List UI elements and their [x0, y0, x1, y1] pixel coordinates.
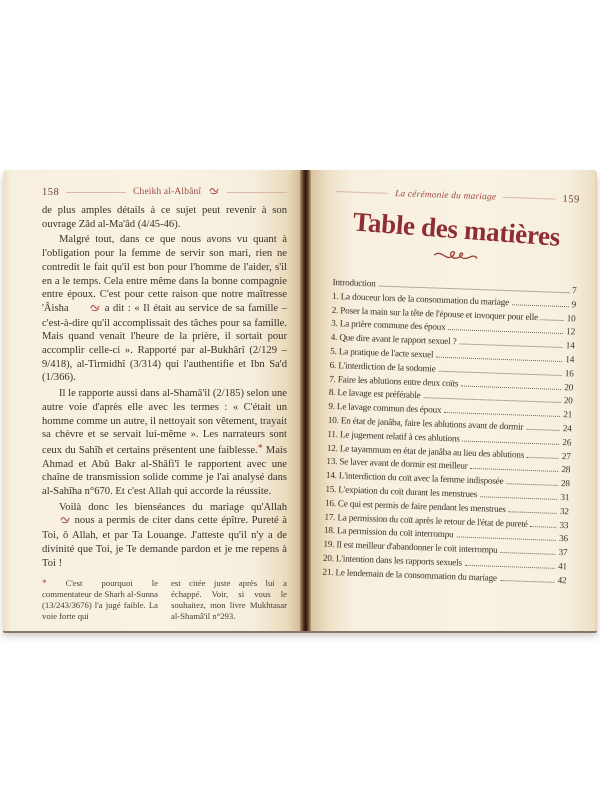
toc-leader-dots [461, 385, 561, 389]
toc-entry-label: 10. En état de janâba, faire les ablutions avant de dormir [327, 414, 524, 432]
toc-leader-dots [471, 468, 559, 472]
toc-entry-label: 2. Poser la main sur la tête de l'épouse et invoquer pour elle [331, 304, 539, 322]
toc-entry-page: 16 [564, 367, 574, 379]
toc-entry-label: 17. La permission du coït après le retour de l'état de pureté [324, 511, 528, 529]
header-rule [227, 192, 287, 193]
toc-entry-page: 7 [571, 285, 577, 296]
left-page-body [42, 204, 287, 631]
header-rule [503, 197, 555, 200]
toc-entry-page: 21 [563, 409, 573, 420]
toc-leader-dots [463, 440, 560, 444]
toc-leader-dots [509, 511, 557, 514]
toc-entry-label: 21. Le lendemain de la consommation du mariage [322, 566, 498, 583]
toc-entry-page: 12 [566, 326, 576, 337]
toc-leader-dots [423, 398, 560, 404]
body-paragraph [42, 501, 287, 571]
toc-entry-label: 7. Faire les ablutions entre deux coïts [329, 373, 459, 388]
toc-entry-page: 20 [563, 395, 573, 406]
honorific-icon [73, 303, 100, 317]
toc-entry-page: 26 [562, 436, 572, 448]
toc-entry-page: 31 [560, 491, 570, 503]
toc-entry-label: 6. L'interdiction de la sodomie [329, 359, 436, 374]
body-paragraph [42, 387, 287, 499]
body-paragraph [42, 233, 287, 385]
footnote-column [42, 578, 158, 622]
footnote-marker: * [42, 578, 47, 589]
toc-leader-dots [436, 357, 562, 362]
toc-leader-dots [526, 429, 560, 431]
toc-leader-dots [448, 329, 563, 334]
toc-leader-dots [500, 580, 555, 583]
footnote-reference-marker: * [257, 442, 263, 454]
paragraph-text: de plus amples détails à ce sujet peut revenir à son ouvrage Zâd al-Ma'âd (4/45-46). [42, 205, 287, 230]
footnote-column [171, 578, 287, 622]
toc-entry-label: 1. La douceur lors de la consommation du mariage [331, 290, 510, 307]
toc-entry-page: 28 [560, 478, 570, 489]
table-of-contents [322, 277, 576, 589]
toc-entry-label: 3. La prière commune des époux [331, 318, 446, 333]
header-rule [66, 192, 126, 193]
body-paragraph [42, 204, 287, 231]
toc-entry-label: 15. L'expiation du coït durant les menstrues [325, 483, 478, 500]
toc-entry-page: 14 [565, 340, 575, 351]
toc-leader-dots [500, 552, 555, 555]
toc-entry-page: 33 [559, 519, 569, 530]
left-page [3, 170, 300, 631]
toc-leader-dots [530, 526, 556, 528]
toc-entry-page: 9 [571, 299, 577, 310]
toc-entry-label: 4. Que dire avant le rapport sexuel ? [330, 332, 457, 347]
paragraph-text: Malgré tout, dans ce que nous avons vu quant à l'obligation pour la femme de servir son mari, rien ne contredit le fait qu'il est bon pour l'homme de l'aider, s'il en a le temps. Cela entre même dans la bonne compagnie entre époux. C'est pour cette raison que notre maîtresse 'Âisha [42, 234, 287, 314]
paragraph-text: Mais Ahmad et Abû Bakr al-Shâfi'î le rapportent avec une chaîne de transmission solide comme je l'ai analysé dans al-Sahîha n°670. Et c'est Allah qui accorde la réussite. [42, 444, 287, 498]
toc-entry-page: 10 [566, 312, 576, 324]
toc-entry-page: 42 [557, 574, 567, 586]
toc-entry-label: Introduction [332, 276, 376, 289]
right-page-content [322, 186, 580, 589]
right-page-number: 159 [562, 193, 580, 206]
right-page [311, 170, 597, 631]
toc-leader-dots [512, 304, 569, 307]
toc-entry-label: 16. Ce qui est permis de faire pendant les menstrues [324, 497, 506, 514]
toc-entry-label: 19. Il est meilleur d'abandonner le coït interrompu [323, 538, 498, 555]
toc-entry-label: 9. Le lavage commun des époux [328, 401, 442, 415]
toc-leader-dots [465, 565, 555, 569]
left-running-header-text: Cheikh al-Albânî [133, 187, 202, 197]
toc-entry-label: 18. La permission du coït interrompu [323, 525, 454, 540]
paragraph-text: Il le rapporte aussi dans al-Shamâ'il (2/185) selon une autre voie d'après elle avec les termes : « C'était un homme comme un autre, il nettoyait son vêtement, trayait sa chèvre et se servait lui-même ». Les narrateurs sont ceux du Sahîh et certains présentent une faiblesse. [42, 388, 287, 456]
toc-entry-page: 20 [564, 381, 574, 392]
toc-leader-dots [480, 496, 557, 500]
tailpiece-ornament-icon [42, 629, 287, 631]
book-spread [3, 170, 597, 631]
paragraph-text: a dit : « Il était au service de sa famille – c'est-à-dire qu'il accomplissait des tâches pour sa famille. Mais quand venait l'heure de la prière, il sortait pour accomplir celle-ci ». Rapporté par al-Bukhârî (2/129 – 9/418), al-Tirmidhî (3/314) qui l'authentifie et Ibn Sa'd (1/366). [42, 302, 287, 384]
toc-entry-label: 12. Le tayammum en état de janâba au lieu des ablutions [326, 442, 525, 460]
toc-entry-page: 32 [559, 505, 569, 517]
right-running-header-text: La cérémonie du mariage [394, 188, 497, 203]
toc-leader-dots [379, 286, 569, 294]
toc-entry-page: 41 [557, 560, 568, 572]
toc-entry-page: 36 [558, 533, 569, 544]
toc-entry-label: 20. L'intention dans les rapports sexuels [322, 552, 463, 568]
footnote-text: est citée juste après lui a échappé. Voir, si vous le souhaitez, mon livre Mukhtasar al-Shamâ'il n°293. [171, 578, 287, 621]
header-rule [336, 191, 388, 194]
toc-leader-dots [456, 537, 556, 541]
toc-entry-label: 11. Le jugement relatif à ces ablutions [327, 428, 460, 444]
toc-leader-dots [459, 344, 562, 349]
toc-entry-page: 14 [565, 354, 575, 365]
toc-leader-dots [444, 412, 560, 417]
left-page-number: 158 [42, 186, 60, 198]
left-running-header [42, 186, 287, 198]
toc-entry-label: 5. La pratique de l'acte sexuel [330, 345, 434, 360]
footnote-block [42, 578, 287, 622]
paragraph-text: Voilà donc les bienséances du mariage qu'Allah [59, 501, 287, 513]
toc-entry-page: 37 [558, 547, 568, 558]
paragraph-text: nous a permis de citer dans cette épître. Pureté à Toi, ô Allah, et par Ta Louange. J'atteste qu'il n'y a de divinité que Toi, je Te demande pardon et je me repens à Toi ! [42, 515, 287, 569]
footnote-text: C'est pourquoi le commentateur de Sharh al-Sunna (13/243/3676) l'a jugé faible. La voie forte qui [42, 578, 158, 621]
honorific-icon [43, 515, 70, 529]
toc-leader-dots [541, 319, 564, 321]
page-title: Table des matières [351, 206, 562, 252]
toc-entry-page: 24 [562, 423, 572, 434]
toc-entry-page: 28 [561, 464, 571, 475]
toc-leader-dots [527, 456, 559, 458]
book-spine [300, 170, 311, 631]
toc-leader-dots [439, 370, 562, 375]
toc-entry-label: 8. Le lavage est préférable [328, 387, 421, 401]
toc-entry-label: 14. L'interdiction du coït avec la femme indisposée [325, 469, 504, 487]
toc-leader-dots [506, 483, 558, 486]
right-running-header [336, 186, 580, 206]
toc-entry-page: 27 [561, 450, 571, 461]
toc-entry-label: 13. Se laver avant de dormir est meilleur [326, 456, 468, 472]
honorific-icon [209, 186, 219, 198]
